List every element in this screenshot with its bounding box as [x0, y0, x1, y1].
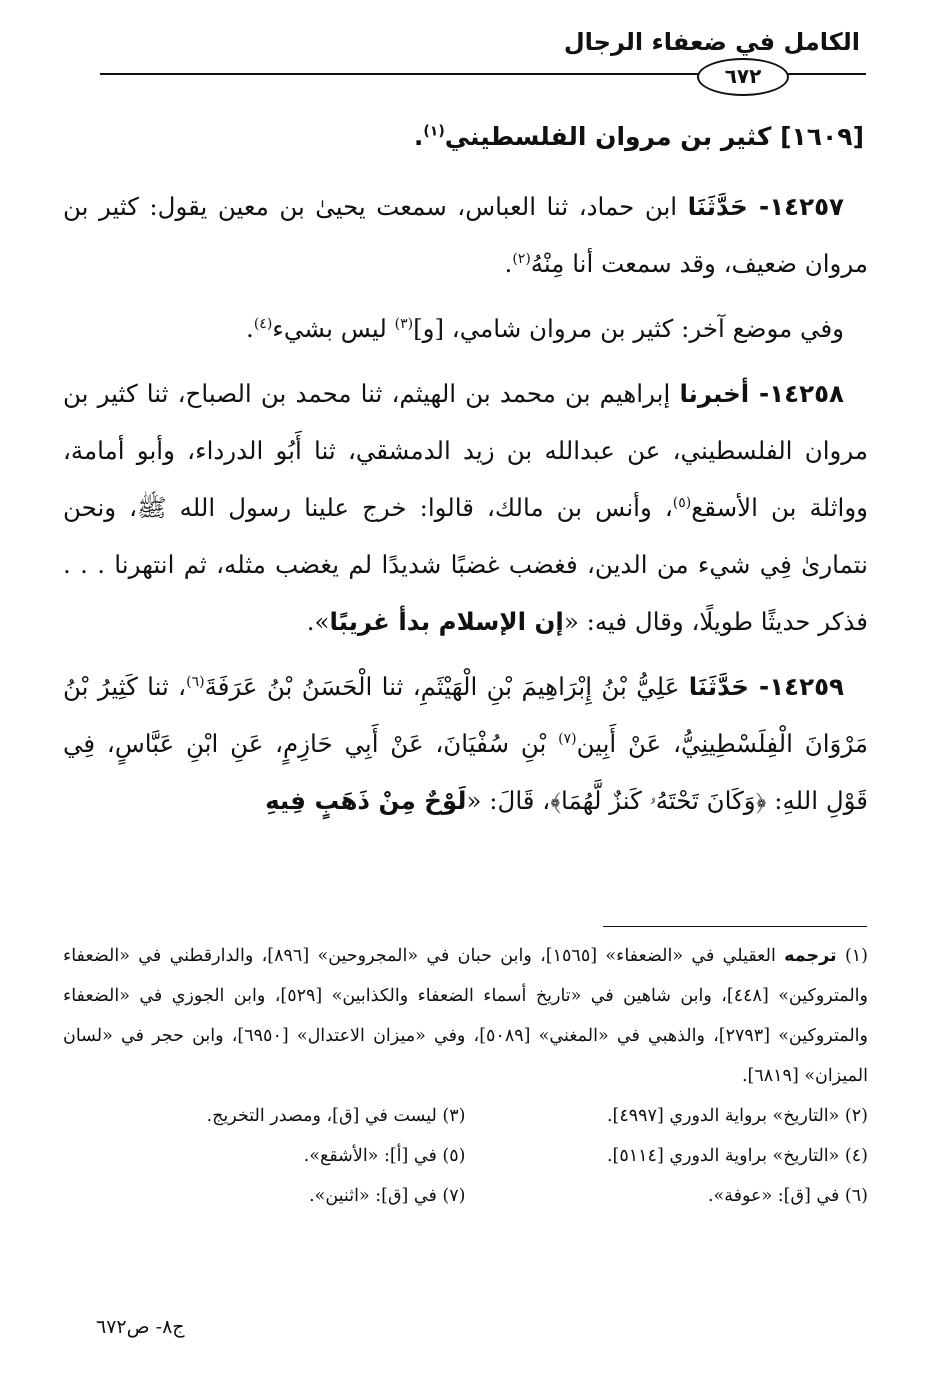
paragraph-14259: [63, 658, 868, 829]
footnote-row: [63, 1096, 868, 1136]
footnote-lead: ترجمه: [784, 946, 837, 966]
entry-title: [414, 122, 864, 151]
hadith-number: ١٤٢٥٩- حَدَّثَنَا: [688, 672, 844, 701]
footnote-ref: (٥): [672, 494, 692, 511]
footnote-row: [63, 1176, 868, 1216]
page-number: ٦٧٢: [697, 58, 789, 96]
paragraph-14257: [63, 178, 868, 292]
entry-title-end: .: [413, 122, 424, 151]
paragraph-14258: [63, 365, 868, 650]
paragraph-text: ، ثنا كَثِيرُ بْنُ مَرْوَانَ الْفِلَسْطِينِيُّ، عَنْ أَبِين: [63, 672, 868, 758]
footnote-rule: [603, 926, 867, 927]
paragraph-text: ابن حماد، ثنا العباس، سمعت يحيىٰ بن معين يقول: كثير بن مروان ضعيف، وقد سمعت أنا مِنْهُ: [63, 192, 868, 278]
footnote-text: العقيلي في «الضعفاء» [١٥٦٥]، وابن حبان في «المجروحين» [٨٩٦]، والدارقطني في «الضعفاء والمتروكين» [٤٤٨]، وابن شاهين في «تاريخ أسماء الضعفاء والكذابين» [٥٢٩]، وابن الجوزي في «الضعفاء والمتروكين» [٢٧٩٣]، والذهبي في «المغني» [٥٠٨٩]، وفي «ميزان الاعتدال» [٦٩٥٠]، وابن حجر في «لسان الميزان» [٦٨١٩].: [63, 946, 868, 1086]
paragraph-text: بْنِ سُفْيَانَ، عَنْ أَبِي حَازِمٍ، عَنِ ابْنِ عَبَّاسٍ، فِي قَوْلِ اللهِ: ﴿وَكَانَ تَحْتَهُۥ كَنزٌ لَّهُمَا﴾، قَالَ: «: [63, 729, 868, 815]
paragraph-other-place: [63, 300, 868, 357]
paragraph-end: ».: [306, 607, 330, 636]
footnote-4: (٤) «التاريخ» براوية الدوري [٥١١٤].: [606, 1146, 868, 1166]
paragraph-text: وفي موضع آخر: كثير بن مروان شامي، [و]: [413, 314, 844, 343]
footnote-1: [63, 936, 868, 1096]
footnote-number: (١): [844, 946, 868, 966]
paragraph-end: .: [246, 314, 254, 343]
page-reference: ج٨- ص٦٧٢: [96, 1316, 185, 1338]
paragraph-text: ليس بشيء: [272, 314, 395, 343]
main-text: [63, 178, 868, 837]
footnote-ref: (٧): [558, 730, 577, 747]
footnote-6: (٦) في [ق]: «عوفة».: [707, 1186, 868, 1206]
footnote-ref: (١): [423, 123, 445, 140]
footnote-ref: (٣): [394, 315, 414, 332]
footnote-ref: (٦): [186, 673, 205, 690]
footnote-2: (٢) «التاريخ» برواية الدوري [٤٩٩٧].: [606, 1106, 868, 1126]
footnote-ref: (٢): [512, 250, 531, 267]
paragraph-text: عَلِيُّ بْنُ إِبْرَاهِيمَ بْنِ الْهَيْثَمِ، ثنا الْحَسَنُ بْنُ عَرَفَةَ: [204, 672, 689, 701]
footnote-3: (٣) ليست في [ق]، ومصدر التخريج.: [206, 1106, 466, 1126]
quote-bold: إن الإسلام بدأ غريبًا: [329, 607, 564, 636]
running-head: الكامل في ضعفاء الرجال: [563, 28, 860, 56]
hadith-number: ١٤٢٥٨- أخبرنا: [679, 379, 844, 408]
footnote-row: [63, 1136, 868, 1176]
paragraph-text: إبراهيم بن محمد بن الهيثم، ثنا محمد بن الصباح، ثنا كثير بن مروان الفلسطيني، عن عبدالله بن زيد الدمشقي، ثنا أَبُو الدرداء، وأبو أمامة، وواثلة بن الأسقع: [63, 379, 869, 522]
footnote-7: (٧) في [ق]: «اثنين».: [309, 1186, 466, 1206]
hadith-number: ١٤٢٥٧- حَدَّثَنَا: [687, 192, 844, 221]
footnote-5: (٥) في [أ]: «الأشقع».: [303, 1146, 466, 1166]
quote-bold: لَوْحٌ مِنْ ذَهَبٍ فِيهِ: [265, 786, 467, 815]
paragraph-end: .: [504, 249, 513, 278]
paragraph-text: ، وأنس بن مالك، قالوا: خرج علينا رسول الله ﷺ، ونحن نتمارىٰ فِي شيء من الدين، فغضب غضبًا شديدًا لم يغضب مثله، ثم انتهرنا . . . فذكر حديثًا طويلًا، وقال فيه: «: [63, 493, 868, 636]
footnotes: [63, 936, 868, 1216]
entry-title-text: [١٦٠٩] كثير بن مروان الفلسطيني: [444, 122, 864, 151]
footnote-ref: (٤): [253, 315, 273, 332]
